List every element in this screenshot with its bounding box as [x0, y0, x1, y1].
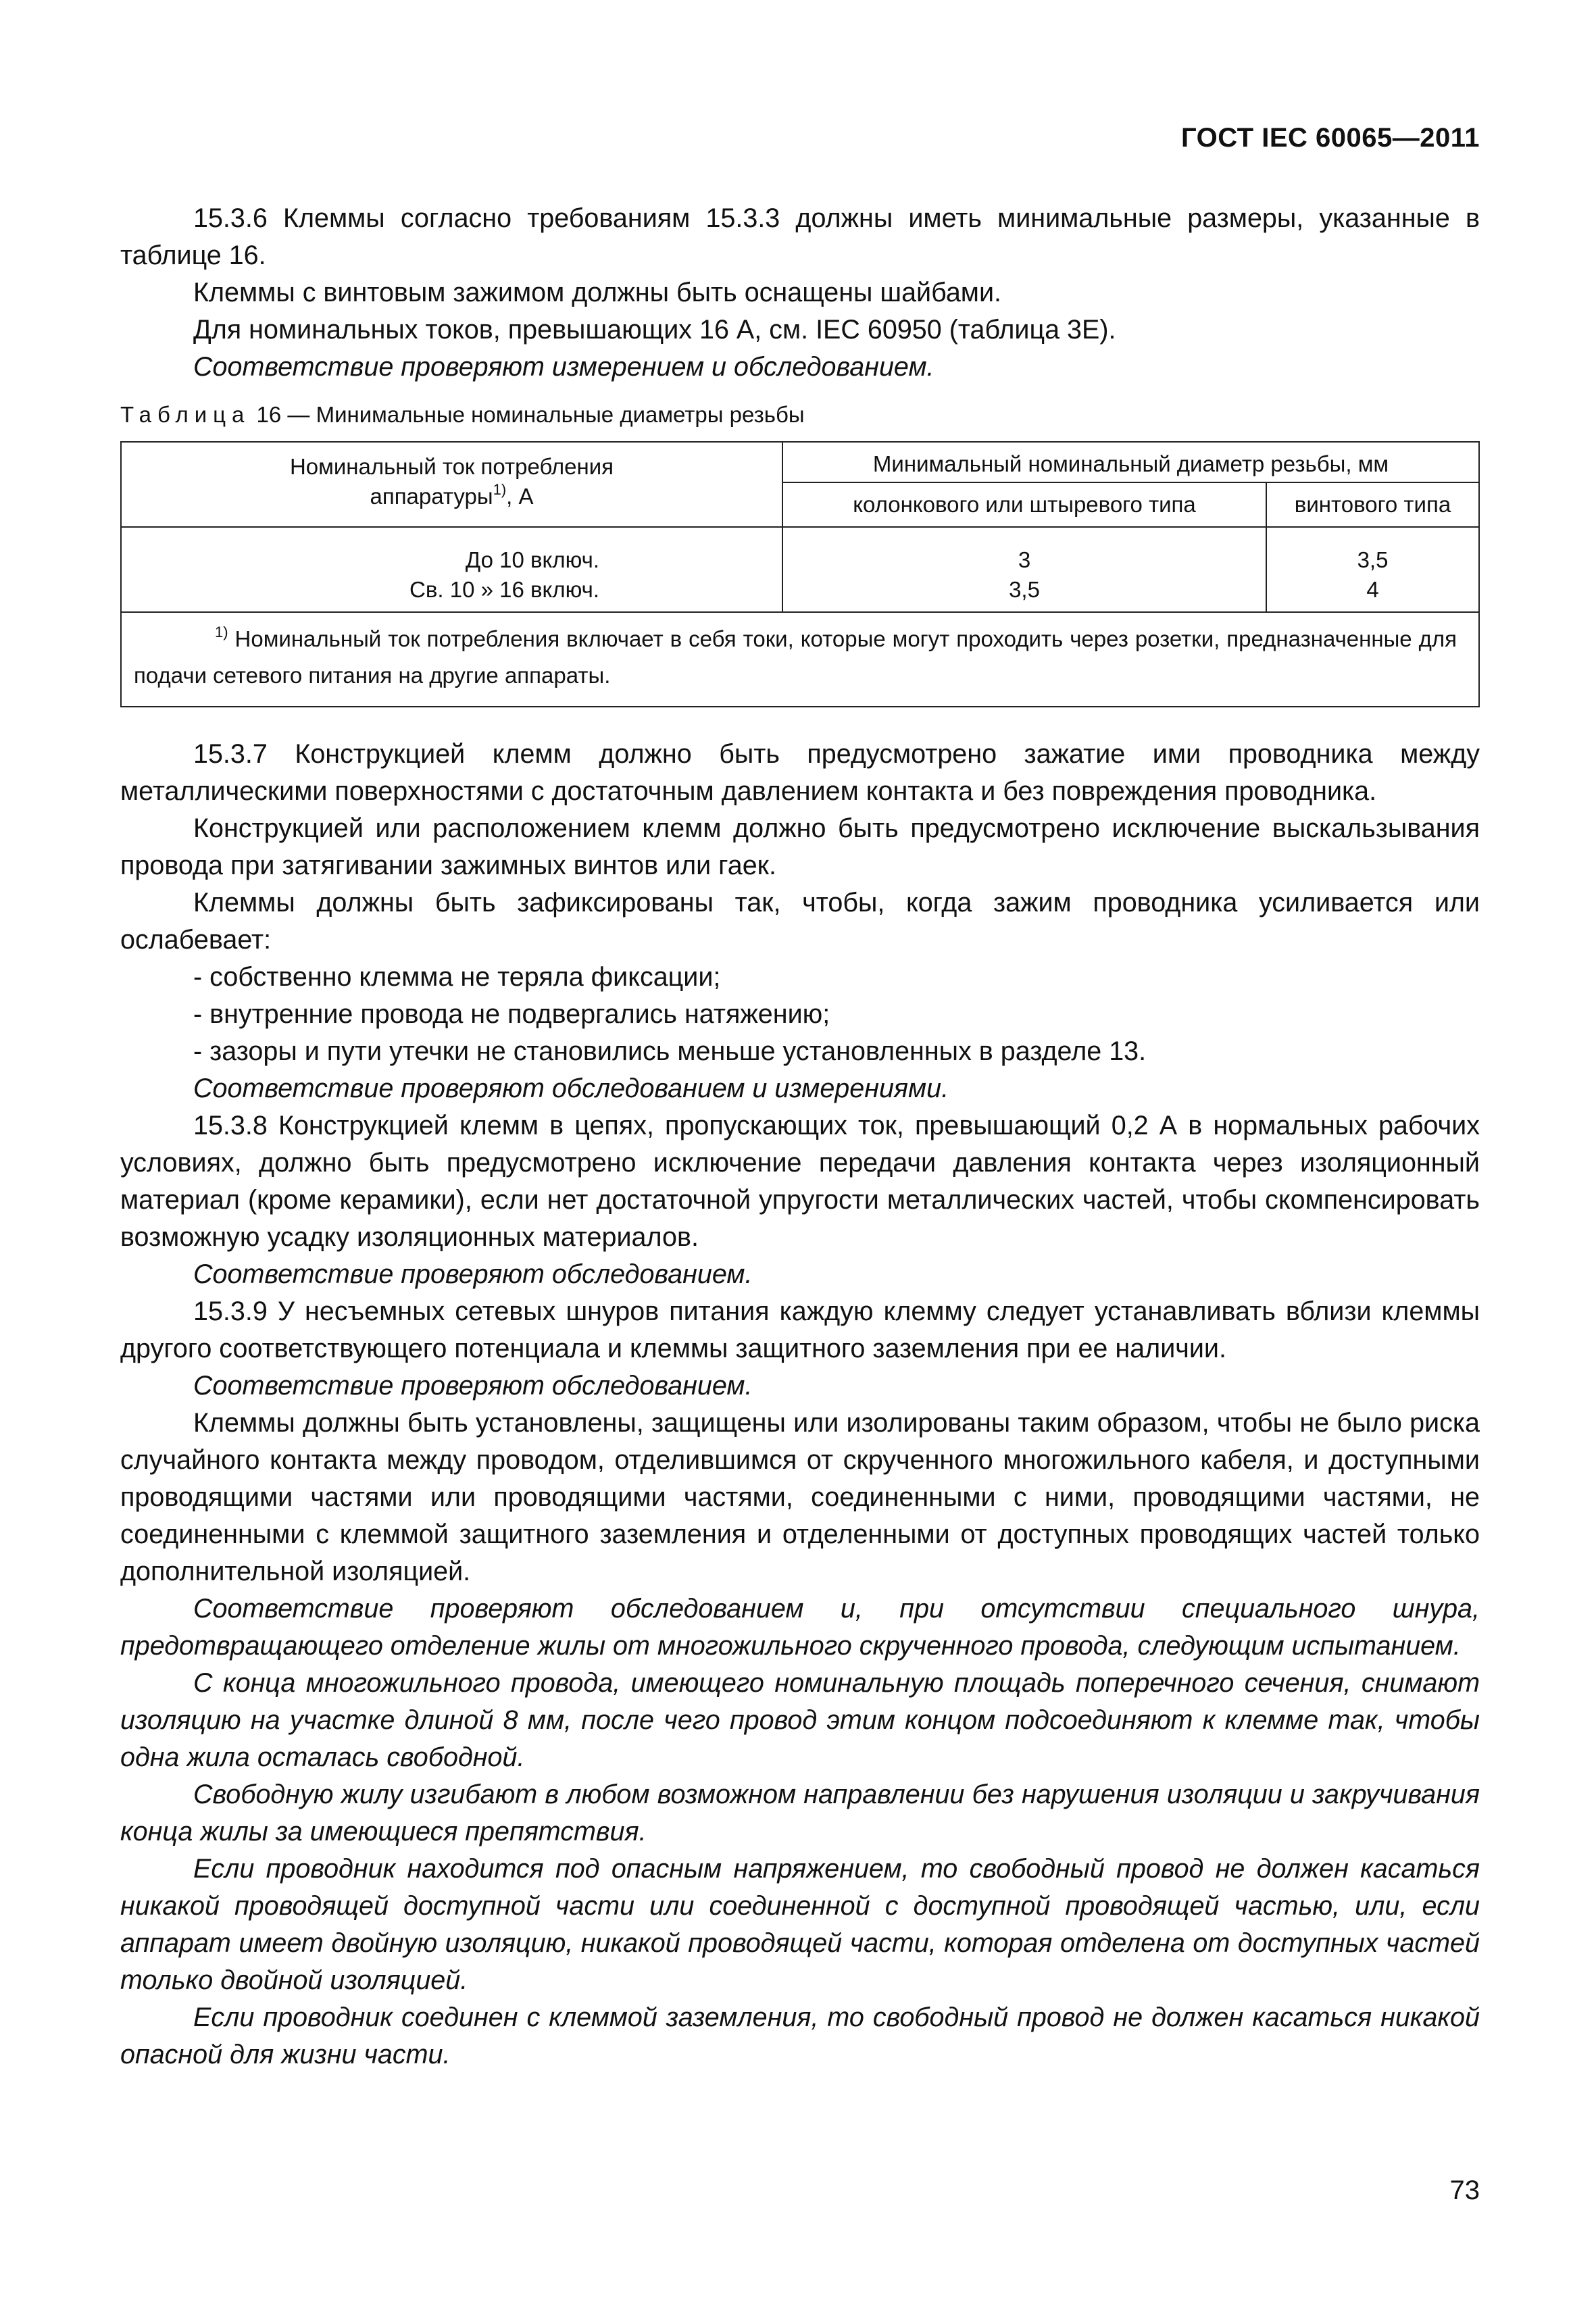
thread-diameter-table [120, 441, 1480, 707]
table-data-rows [121, 527, 1479, 612]
cell-column-type: 3 3,5 [782, 527, 1266, 612]
paragraph: Конструкцией или расположением клемм должно быть предусмотрено исключение выскальзывания провода при затягивании зажимных винтов или гаек. [120, 813, 1480, 880]
paragraph: 15.3.8 Конструкцией клемм в цепях, пропускающих ток, превышающий 0,2 А в нормальных рабочих условиях, должно быть предусмотрено исключение передачи давления контакта через изоляционный материал (кроме керамики), если нет достаточной упругости металлических частей, чтобы скомпенсировать возможную усадку изоляционных материалов. [120, 1111, 1480, 1252]
after-table-text [120, 736, 1480, 2073]
paragraph: С конца многожильного провода, имеющего номинальную площадь поперечного сечения, снимают изоляцию на участке длиной 8 мм, после чего провод этим концом подсоединяют к клемме так, чтобы одна жила осталась свободной. [120, 1668, 1480, 1772]
table-caption-prefix: Таблица [120, 402, 251, 427]
paragraph: Клеммы должны быть установлены, защищены или изолированы таким образом, чтобы не было риска случайного контакта между проводом, отделившимся от скрученного многожильного кабеля, и доступными проводящими частями или проводящими частями, соединенными с ними, проводящими частями, не соединенными с клеммой защитного заземления и отделенными от доступных проводящих частей только дополнительной изоляцией. [120, 1408, 1480, 1586]
paragraph: Клеммы должны быть зафиксированы так, чтобы, когда зажим проводника усиливается или ослабевает: [120, 888, 1480, 955]
paragraph: 15.3.9 У несъемных сетевых шнуров питания каждую клемму следует устанавливать вблизи клеммы другого соответствующего потенциала и клеммы защитного заземления при ее наличии. [120, 1297, 1480, 1363]
cell-screw-type: 3,5 4 [1266, 527, 1479, 612]
paragraph: Если проводник находится под опасным напряжением, то свободный провод не должен касаться никакой проводящей доступной части или соединенной с доступной проводящей частью, или, если аппарат имеет двойную изоляцию, никакой проводящей части, которая отделена от доступных частей только двойной изоляцией. [120, 1854, 1480, 1995]
list-item: - собственно клемма не теряла фиксации; [193, 962, 721, 992]
standard-header: ГОСТ IEC 60065—2011 [1181, 123, 1480, 153]
paragraph: Если проводник соединен с клеммой заземления, то свободный провод не должен касаться никакой опасной для жизни части. [120, 2003, 1480, 2069]
paragraph: Соответствие проверяют обследованием и, при отсутствии специального шнура, предотвращающего отделение жилы от многожильного скрученного провода, следующим испытанием. [120, 1594, 1480, 1661]
header-current: Номинальный ток потребления аппаратуры$^{1)}$, А [121, 442, 782, 527]
paragraph: Соответствие проверяют обследованием и измерениями. [193, 1074, 949, 1103]
paragraph: 15.3.7 Конструкцией клемм должно быть предусмотрено зажатие ими проводника между металлическими поверхностями с достаточным давлением контакта и без повреждения проводника. [120, 739, 1480, 806]
paragraph: Клеммы с винтовым зажимом должны быть оснащены шайбами. [193, 278, 1001, 307]
header-screw-type: винтового типа [1266, 482, 1479, 527]
paragraph: Соответствие проверяют измерением и обследованием. [193, 352, 934, 382]
paragraph: Соответствие проверяют обследованием. [193, 1371, 753, 1401]
header-column-type: колонкового или штыревого типа [782, 482, 1266, 527]
table-caption [120, 399, 1480, 430]
list-item: - зазоры и пути утечки не становились меньше установленных в разделе 13. [193, 1036, 1147, 1066]
paragraph: Для номинальных токов, превышающих 16 А, см. IEC 60950 (таблица 3E). [193, 315, 1116, 345]
paragraph: Соответствие проверяют обследованием. [193, 1259, 753, 1289]
header-min-diameter: Минимальный номинальный диаметр резьбы, мм [782, 442, 1479, 482]
table-caption-title: 16 — Минимальные номинальные диаметры резьбы [250, 402, 805, 427]
paragraph: 15.3.6 Клеммы согласно требованиям 15.3.3 должны иметь минимальные размеры, указанные в таблице 16. [120, 203, 1480, 270]
table-footnote: $^{1)}$ Номинальный ток потребления включает в себя токи, которые могут проходить через розетки, предназначенные для подачи сетевого питания на другие аппараты. [121, 612, 1479, 707]
page-number: 73 [1449, 2175, 1480, 2205]
paragraph: Свободную жилу изгибают в любом возможном направлении без нарушения изоляции и закручивания конца жилы за имеющиеся препятствия. [120, 1780, 1480, 1846]
document-body [120, 200, 1480, 2073]
cell-current: До 10 включ. Св. 10 » 16 включ. [121, 527, 782, 612]
list-item: - внутренние провода не подвергались натяжению; [193, 999, 830, 1029]
